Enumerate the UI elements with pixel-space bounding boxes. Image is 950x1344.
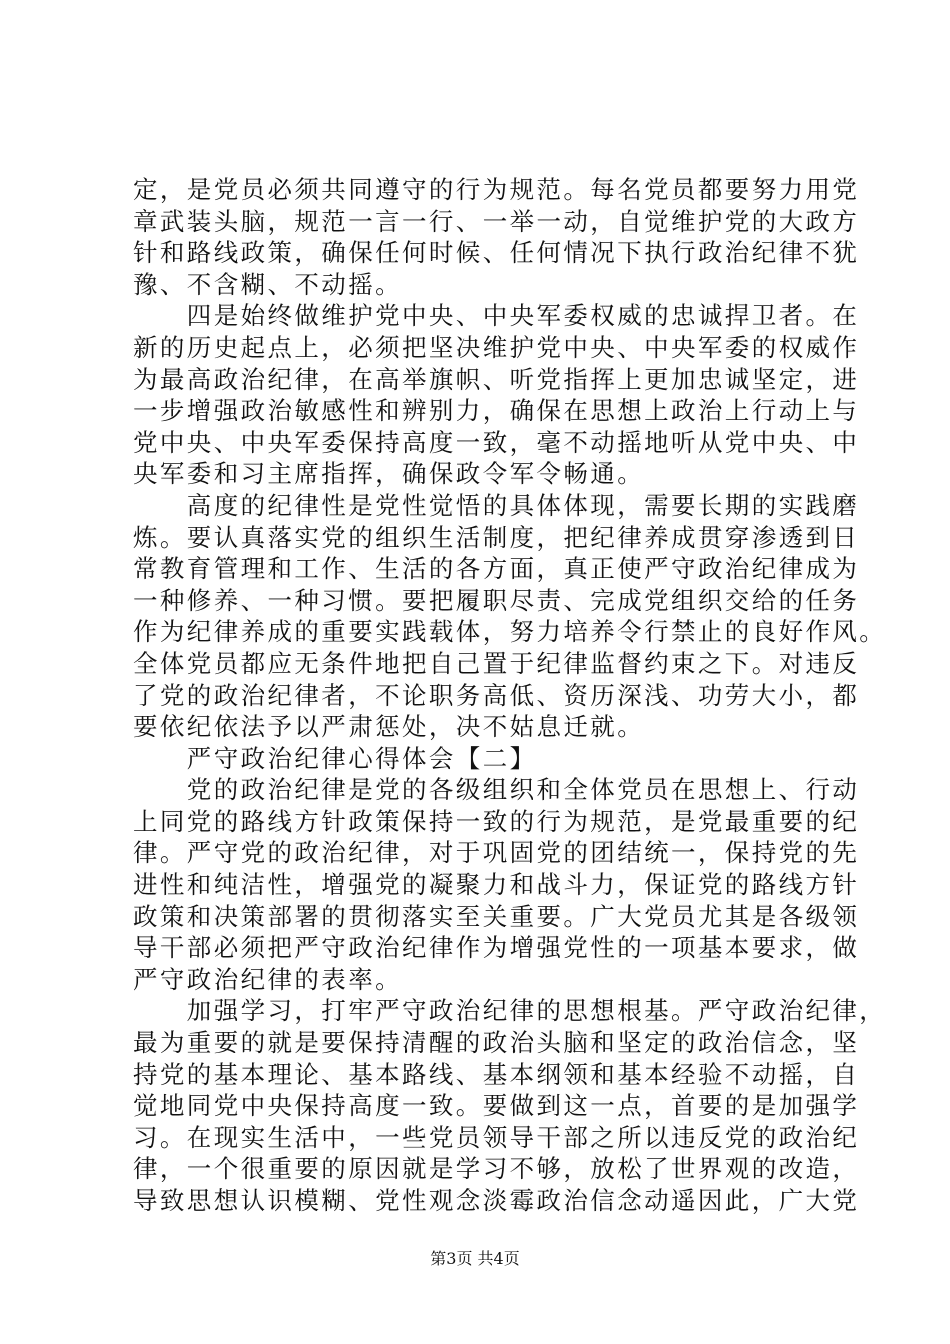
text-line: 政策和决策部署的贯彻落实至关重要。广大党员尤其是各级领 xyxy=(133,901,860,931)
text-line: 持党的基本理论、基本路线、基本纲领和基本经验不动摇，自 xyxy=(133,1059,860,1089)
text-line: 党中央、中央军委保持高度一致，毫不动摇地听从党中央、中 xyxy=(133,427,860,457)
text-line: 全体党员都应无条件地把自己置于纪律监督约束之下。对违反 xyxy=(133,648,860,678)
text-line: 上同党的路线方针政策保持一致的行为规范，是党最重要的纪 xyxy=(133,806,860,836)
text-line: 严守政治纪律的表率。 xyxy=(133,964,402,994)
text-line: 章武装头脑，规范一言一行、一举一动，自觉维护党的大政方 xyxy=(133,206,860,236)
text-line: 一步增强政治敏感性和辨别力，确保在思想上政治上行动上与 xyxy=(133,396,860,426)
text-line: 为最高政治纪律，在高举旗帜、听党指挥上更加忠诚坚定，进 xyxy=(133,364,860,394)
text-line: 定，是党员必须共同遵守的行为规范。每名党员都要努力用党 xyxy=(133,175,860,204)
page-number: 第3页 共4页 xyxy=(430,1249,520,1268)
text-line: 豫、不含糊、不动摇。 xyxy=(133,269,402,299)
text-line: 党的政治纪律是党的各级组织和全体党员在思想上、行动 xyxy=(133,775,860,805)
text-line: 进性和纯洁性，增强党的凝聚力和战斗力，保证党的路线方针 xyxy=(133,870,860,900)
page-footer xyxy=(0,1246,950,1269)
text-line: 高度的纪律性是党性觉悟的具体体现，需要长期的实践磨 xyxy=(133,490,860,520)
document-body xyxy=(133,174,887,1217)
text-line: 作为纪律养成的重要实践载体，努力培养令行禁止的良好作风。 xyxy=(133,617,887,647)
text-line: 导致思想认识模糊、党性观念淡霉政治信念动遥因此，广大党 xyxy=(133,1186,860,1215)
text-line: 觉地同党中央保持高度一致。要做到这一点，首要的是加强学 xyxy=(133,1091,860,1121)
text-line: 常教育管理和工作、生活的各方面，真正使严守政治纪律成为 xyxy=(133,554,860,584)
text-line: 律。严守党的政治纪律，对于巩固党的团结统一，保持党的先 xyxy=(133,838,860,868)
text-line: 加强学习，打牢严守政治纪律的思想根基。严守政治纪律， xyxy=(133,996,887,1026)
text-line: 一种修养、一种习惯。要把履职尽责、完成党组织交给的任务 xyxy=(133,585,860,615)
text-line: 新的历史起点上，必须把坚决维护党中央、中央军委的权威作 xyxy=(133,332,860,362)
text-line: 律，一个很重要的原因就是学习不够，放松了世界观的改造， xyxy=(133,1154,860,1184)
text-line: 严守政治纪律心得体会【二】 xyxy=(133,743,537,773)
text-line: 炼。要认真落实党的组织生活制度，把纪律养成贯穿渗透到日 xyxy=(133,522,860,552)
text-line: 四是始终做维护党中央、中央军委权威的忠诚捍卫者。在 xyxy=(133,301,860,331)
text-line: 导干部必须把严守政治纪律作为增强党性的一项基本要求，做 xyxy=(133,933,860,963)
text-line: 习。在现实生活中，一些党员领导干部之所以违反党的政治纪 xyxy=(133,1122,860,1152)
text-line: 要依纪依法予以严肃惩处，决不姑息迁就。 xyxy=(133,712,645,742)
text-line: 针和路线政策，确保任何时候、任何情况下执行政治纪律不犹 xyxy=(133,238,860,268)
text-line: 最为重要的就是要保持清醒的政治头脑和坚定的政治信念，坚 xyxy=(133,1028,860,1058)
text-line: 央军委和习主席指挥，确保政令军令畅通。 xyxy=(133,459,645,489)
text-line: 了党的政治纪律者，不论职务高低、资历深浅、功劳大小，都 xyxy=(133,680,860,710)
